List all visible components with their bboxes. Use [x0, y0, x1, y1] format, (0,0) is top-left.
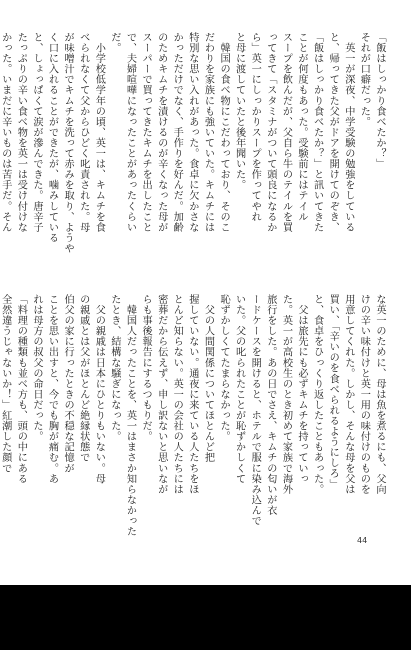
page-number: 44 [357, 536, 368, 545]
upper-text-block: 「飯はしっかり食べたか？」 それが口癖だった。 英一が深夜、中学受験の勉強をしている と、帰ってきた父がドアを開けてのぞき、 「飯はしっかり食べたか？」と訊いてきた ことが何度もあった。受験前にはテイル スープを飲んだが、父自ら牛のテイルを買 ってきて「スタミナがついて頭良になるか ら」英一にしっかりスープを作ってやれ と母に渡していたと後年聞いた。 韓国の食べ物にこだわっており、そのこ だわりを家族にも強いていた。キムチには 特別な思い入れがあった。食卓に欠かさな かっただけでなく、手作りを好んだ。加齢 のためキムチを漬けるのが辛くなった母が スーパーで買ってきたキムチを出したこと で、夫婦喧嘩になったことがあったくらい だ。 小学校低学年の頃、英一は、キムチを食 べられなくて父からひどく叱責された。母 が味噌汁でキムチを洗って赤みを取り、ようや く口に入れることができたが、噛みしている と、しょっぱくて涙が滲んできた。唐辛子 たっぷりの辛い食べ物を英一は受け付けな かった。いまだに辛いものは苦手だ。そん [0, 32, 385, 254]
lower-text-block: な英一のために、母は魚を煮るにも、父向 けの辛い味付けと英一用の味付けのものを 用意してくれた。しかし、そんな母を父は 買い、「辛いのを食べられるようにしろ」 と、食卓をひっくり返したこともあった。 父は旅先にも必ずキムチを持っていっ た。英一が高校生のとき初めて家族で海外 旅行をした。あの日でさえ、キムチの匂いが衣 ードケースを開けると、ホテルで服に染み込んで いた。父の叱られたことが恥ずかしくて 恥ずかしくてたまらなかった。 父の人間関係についてほとんど把 握していない。通夜に来ている人たちをほ とんど知らない。英一の会社の人たちには 密葬だから伝えず、申し訳ないと思いなが らも事後報告にするつもりだ。 韓国人だったことを、英一はまさか知らなかった たとき、結構な騒ぎになった。 父の親戚は日本にひとりもいない。母 の親戚とは父がほとんど絶縁状態で 伯父の家に行ったときの不穏な記憶が ことを思い出すと、今でも胸が痛む。あ れは母方の叔父の命日だった。 「料理の種類も並べ方も、頭の中にある 全然違うじゃないか！」紅潮した顔で [0, 294, 385, 537]
bottom-black-bar [0, 585, 411, 650]
